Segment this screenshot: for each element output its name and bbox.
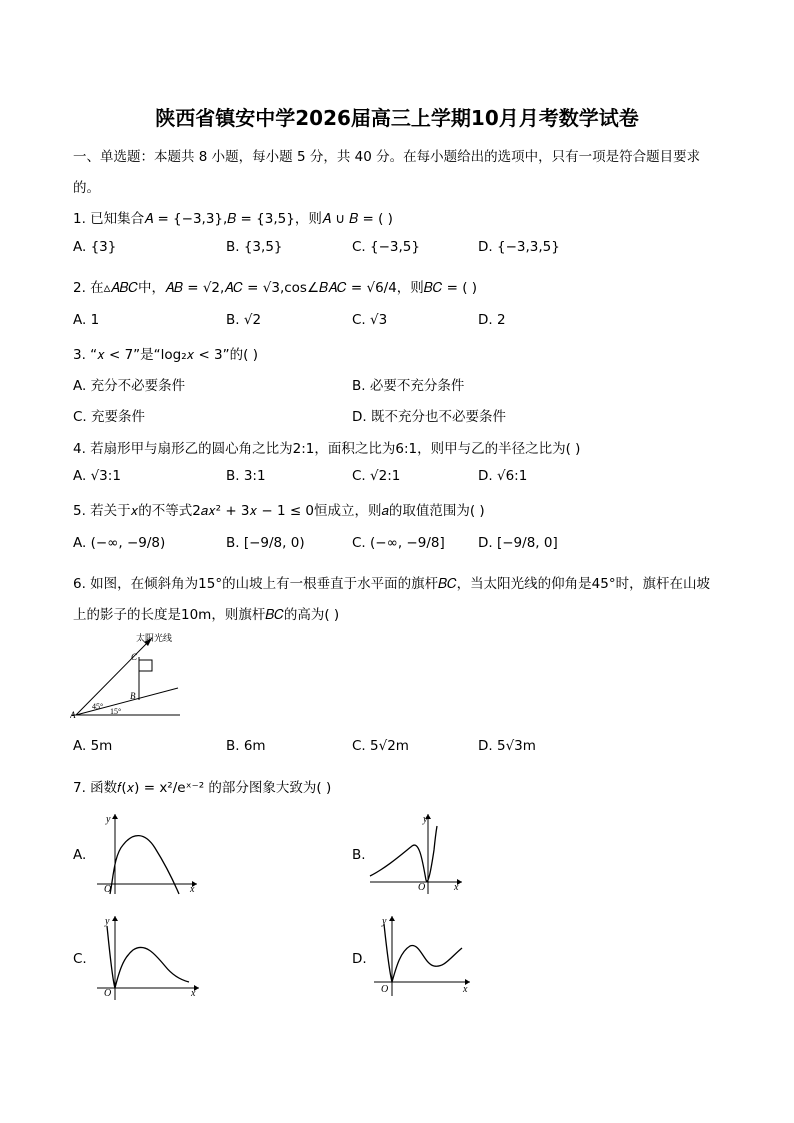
svg-text:x: x bbox=[463, 984, 468, 995]
angle-15-label: 15° bbox=[110, 707, 122, 716]
question-3-option-d: D. 既不充分也不必要条件 bbox=[352, 409, 506, 425]
question-2-option-d: D. 2 bbox=[478, 312, 506, 328]
question-5-option-d: D. [−9/8, 0] bbox=[478, 535, 558, 551]
svg-text:O: O bbox=[418, 882, 426, 893]
section-heading-line1: 一、单选题：本题共 8 小题，每小题 5 分，共 40 分。在每小题给出的选项中，只有一项是符合题目要求 bbox=[73, 149, 701, 165]
page-title: 陕西省镇安中学2026届高三上学期10月月考数学试卷 bbox=[155, 106, 639, 130]
svg-text:x: x bbox=[454, 882, 459, 893]
question-5-option-c: C. (−∞, −9/8] bbox=[352, 535, 445, 551]
question-2-option-c: C. √3 bbox=[352, 312, 388, 328]
question-1-option-b: B. {3,5} bbox=[226, 239, 283, 255]
question-3-option-a: A. 充分不必要条件 bbox=[73, 378, 186, 394]
question-5-stem: 5. 若关于𝑥的不等式2𝑎𝑥² + 3𝑥 − 1 ≤ 0恒成立，则𝑎的取值范围为( ) bbox=[73, 503, 485, 519]
question-6-option-d: D. 5√3m bbox=[478, 738, 536, 754]
question-3-option-b: B. 必要不充分条件 bbox=[352, 378, 465, 394]
question-6-option-a: A. 5m bbox=[73, 738, 113, 754]
question-2-option-a: A. 1 bbox=[73, 312, 100, 328]
point-a-label: A bbox=[70, 710, 76, 720]
svg-text:y: y bbox=[382, 916, 387, 927]
graph-c bbox=[93, 912, 205, 1002]
question-7-stem: 7. 函数𝑓(𝑥) = x²/eˣ⁻² 的部分图象大致为( ) bbox=[73, 780, 332, 796]
svg-text:O: O bbox=[104, 988, 112, 999]
question-7-option-b: B. bbox=[352, 847, 366, 863]
svg-text:y: y bbox=[105, 916, 110, 927]
question-3-option-c: C. 充要条件 bbox=[73, 409, 146, 425]
question-6-option-b: B. 6m bbox=[226, 738, 266, 754]
graph-d bbox=[370, 912, 475, 1002]
svg-text:x: x bbox=[190, 884, 195, 895]
flagpole-figure bbox=[70, 632, 185, 724]
svg-text:x: x bbox=[191, 988, 196, 999]
graph-b bbox=[368, 810, 468, 896]
question-4-option-c: C. √2:1 bbox=[352, 468, 401, 484]
svg-text:O: O bbox=[381, 984, 389, 995]
svg-text:y: y bbox=[423, 814, 428, 825]
point-c-label: C bbox=[131, 652, 138, 662]
graph-a bbox=[93, 810, 203, 896]
question-6-option-c: C. 5√2m bbox=[352, 738, 409, 754]
question-1-option-a: A. {3} bbox=[73, 239, 117, 255]
question-6-stem-line1: 6. 如图，在倾斜角为15°的山坡上有一根垂直于水平面的旗杆𝐵𝐶，当太阳光线的仰角是45°时，旗杆在山坡 bbox=[73, 576, 711, 592]
question-5-option-b: B. [−9/8, 0) bbox=[226, 535, 305, 551]
question-2-option-b: B. √2 bbox=[226, 312, 262, 328]
question-4-stem: 4. 若扇形甲与扇形乙的圆心角之比为2:1，面积之比为6:1，则甲与乙的半径之比为( ) bbox=[73, 441, 581, 457]
question-7-option-c: C. bbox=[73, 951, 87, 967]
svg-text:y: y bbox=[106, 814, 111, 825]
question-7-option-d: D. bbox=[352, 951, 367, 967]
question-4-option-d: D. √6:1 bbox=[478, 468, 528, 484]
question-2-stem: 2. 在▵𝐴𝐵𝐶中，𝐴𝐵 = √2,𝐴𝐶 = √3,cos∠𝐵𝐴𝐶 = √6/4，则𝐵𝐶 = ( ) bbox=[73, 280, 478, 296]
question-4-option-a: A. √3:1 bbox=[73, 468, 121, 484]
question-1-option-d: D. {−3,3,5} bbox=[478, 239, 560, 255]
section-heading-line2: 的。 bbox=[73, 180, 100, 196]
question-1-stem: 1. 已知集合𝐴 = {−3,3},𝐵 = {3,5}，则𝐴 ∪ 𝐵 = ( ) bbox=[73, 211, 393, 227]
angle-45-label: 45° bbox=[92, 702, 104, 711]
question-1-option-c: C. {−3,5} bbox=[352, 239, 420, 255]
sun-ray-label: 太阳光线 bbox=[136, 633, 173, 643]
question-3-stem: 3. “𝑥 < 7”是“log₂𝑥 < 3”的( ) bbox=[73, 347, 258, 363]
question-5-option-a: A. (−∞, −9/8) bbox=[73, 535, 166, 551]
question-4-option-b: B. 3:1 bbox=[226, 468, 266, 484]
point-b-label: B bbox=[130, 691, 136, 701]
question-6-stem-line2: 上的影子的长度是10m，则旗杆𝐵𝐶的高为( ) bbox=[73, 607, 340, 623]
svg-text:O: O bbox=[104, 884, 112, 895]
question-7-option-a: A. bbox=[73, 847, 87, 863]
